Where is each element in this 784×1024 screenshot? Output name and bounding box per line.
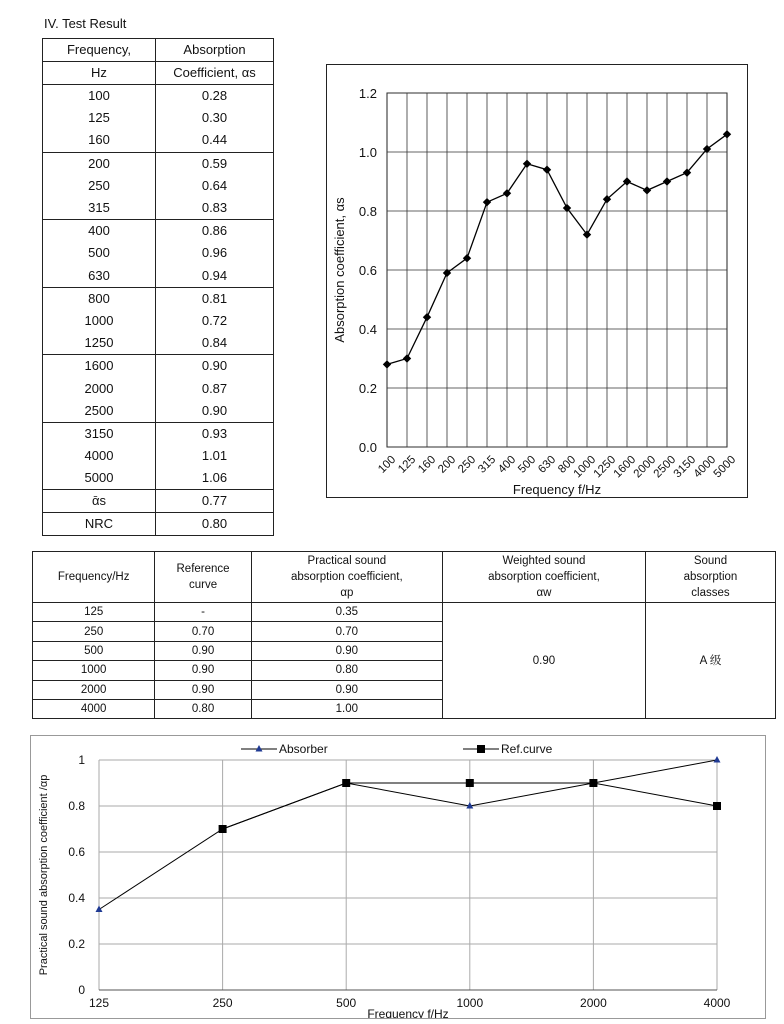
y-axis-label: Practical sound absorption coefficient /αp <box>38 774 50 976</box>
coefficient-cell: 0.72 <box>156 310 274 332</box>
legend-label: Ref.curve <box>501 742 553 756</box>
table1-header-frequency-unit: Hz <box>43 62 156 85</box>
ref-curve-data-point <box>342 779 350 787</box>
table2-header-5 <box>645 552 775 603</box>
reference-curve-cell: 0.80 <box>155 699 251 718</box>
table-row <box>43 152 274 175</box>
table-row <box>43 242 274 264</box>
practical-absorption-chart <box>30 735 766 1019</box>
reference-curve-cell: 0.90 <box>155 661 251 680</box>
coefficient-cell: 0.87 <box>156 377 274 399</box>
series-line-absorber <box>99 760 717 910</box>
coefficient-cell: 0.84 <box>156 332 274 355</box>
frequency-cell: 2000 <box>33 680 155 699</box>
frequency-cell: 125 <box>43 107 156 129</box>
frequency-cell: 160 <box>43 129 156 152</box>
header-line: absorption coefficient, <box>488 571 600 583</box>
table1-header-coefficient <box>156 39 274 62</box>
table-row <box>43 355 274 378</box>
practical-coefficient-cell: 1.00 <box>251 699 442 718</box>
ref-curve-data-point <box>589 779 597 787</box>
frequency-cell: 630 <box>43 265 156 288</box>
table2-header-2 <box>155 552 251 603</box>
coefficient-cell: 0.81 <box>156 287 274 310</box>
practical-coefficient-cell: 0.90 <box>251 680 442 699</box>
table-row <box>43 220 274 243</box>
x-tick-label: 1250 <box>591 453 619 481</box>
header-line: curve <box>188 579 218 591</box>
frequency-cell: 125 <box>33 603 155 622</box>
reference-curve-cell: 0.90 <box>155 680 251 699</box>
table-row <box>43 332 274 355</box>
frequency-cell: 4000 <box>33 699 155 718</box>
header-line: Sound <box>693 555 728 567</box>
frequency-cell: 315 <box>43 197 156 220</box>
frequency-cell: 2000 <box>43 377 156 399</box>
mean-alpha-row <box>43 490 274 513</box>
header-line: Frequency, <box>66 42 132 57</box>
table1-header-frequency <box>43 39 156 62</box>
legend-marker <box>477 745 485 753</box>
coefficient-cell: 0.44 <box>156 129 274 152</box>
y-tick-label: 1.0 <box>358 145 377 160</box>
table-row <box>43 85 274 108</box>
frequency-cell: 200 <box>43 152 156 175</box>
table2-header-row <box>33 552 776 603</box>
summary-label-cell: ᾱs <box>43 490 156 513</box>
x-tick-label: 125 <box>396 453 419 476</box>
coefficient-cell: 0.64 <box>156 175 274 197</box>
coefficient-cell: 0.28 <box>156 85 274 108</box>
y-tick-label: 1 <box>78 753 85 767</box>
frequency-cell: 3150 <box>43 422 156 445</box>
table2-header-1 <box>33 552 155 603</box>
absorption-chart <box>326 64 748 498</box>
coefficient-cell: 0.59 <box>156 152 274 175</box>
ref-curve-data-point <box>713 802 721 810</box>
absorption-table <box>42 38 274 536</box>
x-tick-label: 200 <box>436 453 459 476</box>
table-row <box>43 175 274 197</box>
table-row <box>43 287 274 310</box>
y-tick-label: 0.8 <box>68 799 85 813</box>
x-axis-label: Frequency f/Hz <box>512 482 602 497</box>
table-row <box>43 129 274 152</box>
ref-curve-data-point <box>219 825 227 833</box>
absorber-data-point <box>714 756 721 763</box>
table2-body <box>33 603 776 719</box>
y-tick-label: 0.0 <box>358 440 377 455</box>
coefficient-cell: 1.06 <box>156 467 274 490</box>
frequency-cell: 500 <box>33 641 155 660</box>
frequency-cell: 1000 <box>43 310 156 332</box>
table-row <box>43 400 274 423</box>
section-title: IV. Test Result <box>44 16 127 31</box>
practical-coefficient-cell: 0.70 <box>251 622 442 641</box>
absorption-chart-svg <box>327 65 747 497</box>
x-tick-label: 250 <box>456 453 479 476</box>
y-tick-label: 1.2 <box>358 86 377 101</box>
x-tick-label: 2000 <box>631 453 659 481</box>
practical-coefficient-cell: 0.90 <box>251 641 442 660</box>
x-tick-label: 315 <box>476 453 499 476</box>
y-tick-label: 0.6 <box>68 845 85 859</box>
frequency-cell: 4000 <box>43 445 156 467</box>
y-tick-label: 0.6 <box>358 263 377 278</box>
x-tick-label: 4000 <box>703 996 731 1010</box>
x-tick-label: 100 <box>376 453 399 476</box>
coefficient-cell: 0.90 <box>156 355 274 378</box>
table2-header-3 <box>251 552 442 603</box>
frequency-cell: 400 <box>43 220 156 243</box>
x-tick-label: 2000 <box>580 996 607 1010</box>
summary-value-cell: 0.80 <box>156 513 274 536</box>
x-tick-label: 500 <box>516 453 539 476</box>
frequency-cell: 800 <box>43 287 156 310</box>
y-tick-label: 0 <box>78 983 85 997</box>
header-line: αw <box>536 587 552 599</box>
header-line: classes <box>691 587 730 599</box>
frequency-cell: 100 <box>43 85 156 108</box>
y-tick-label: 0.8 <box>358 204 377 219</box>
x-tick-label: 500 <box>336 996 357 1010</box>
coefficient-cell: 1.01 <box>156 445 274 467</box>
table2-header-4 <box>442 552 645 603</box>
frequency-cell: 1600 <box>43 355 156 378</box>
ref-curve-data-point <box>466 779 474 787</box>
x-tick-label: 5000 <box>711 453 739 481</box>
header-line: Weighted sound <box>502 555 586 567</box>
x-tick-label: 1000 <box>571 453 599 481</box>
y-tick-label: 0.4 <box>68 891 85 905</box>
summary-value-cell: 0.77 <box>156 490 274 513</box>
coefficient-cell: 0.94 <box>156 265 274 288</box>
header-line: Practical sound <box>307 555 387 567</box>
table-row <box>43 422 274 445</box>
header-line: αp <box>340 587 354 599</box>
coefficient-cell: 0.96 <box>156 242 274 264</box>
weighted-coefficient-cell: 0.90 <box>442 603 645 719</box>
x-tick-label: 2500 <box>651 453 679 481</box>
y-axis-label: Absorption coefficient, αs <box>332 197 347 343</box>
x-tick-label: 125 <box>88 996 110 1010</box>
x-tick-label: 630 <box>536 453 559 476</box>
reference-curve-cell: 0.70 <box>155 622 251 641</box>
y-tick-label: 0.2 <box>358 381 377 396</box>
table-row <box>43 377 274 399</box>
header-line: absorption coefficient, <box>291 571 403 583</box>
y-tick-label: 0.4 <box>358 322 377 337</box>
coefficient-cell: 0.90 <box>156 400 274 423</box>
legend-label: Absorber <box>279 742 328 756</box>
x-tick-label: 400 <box>496 453 519 476</box>
table-row <box>43 310 274 332</box>
legend-marker <box>256 745 263 752</box>
summary-label-cell: NRC <box>43 513 156 536</box>
coefficient-cell: 0.86 <box>156 220 274 243</box>
x-tick-label: 1000 <box>456 996 484 1010</box>
frequency-cell: 5000 <box>43 467 156 490</box>
table-row <box>43 107 274 129</box>
y-tick-label: 0.2 <box>68 937 85 951</box>
frequency-cell: 250 <box>43 175 156 197</box>
coefficient-cell: 0.93 <box>156 422 274 445</box>
header-line: absorption <box>683 571 738 583</box>
nrc-row <box>43 513 274 536</box>
table-row <box>43 197 274 220</box>
x-axis-label: Frequency f/Hz <box>367 1007 449 1018</box>
practical-absorption-table <box>32 551 776 719</box>
reference-curve-cell: - <box>155 603 251 622</box>
table1-header-coefficient-symbol: Coefficient, αs <box>156 62 274 85</box>
table1-body <box>43 85 274 536</box>
x-tick-label: 3150 <box>671 453 699 481</box>
x-tick-label: 160 <box>416 453 439 476</box>
x-tick-label: 1600 <box>611 453 639 481</box>
coefficient-cell: 0.30 <box>156 107 274 129</box>
header-line: Absorption <box>183 42 246 57</box>
table-row <box>43 265 274 288</box>
table-row <box>43 445 274 467</box>
x-tick-label: 4000 <box>691 453 719 481</box>
frequency-cell: 2500 <box>43 400 156 423</box>
x-tick-label: 250 <box>212 996 233 1010</box>
header-line: Reference <box>176 563 230 575</box>
frequency-cell: 500 <box>43 242 156 264</box>
x-tick-label: 800 <box>556 453 579 476</box>
header-line: Frequency/Hz <box>57 571 130 583</box>
reference-curve-cell: 0.90 <box>155 641 251 660</box>
practical-coefficient-cell: 0.80 <box>251 661 442 680</box>
practical-coefficient-cell: 0.35 <box>251 603 442 622</box>
frequency-cell: 250 <box>33 622 155 641</box>
coefficient-cell: 0.83 <box>156 197 274 220</box>
frequency-cell: 1250 <box>43 332 156 355</box>
absorption-class-cell: A 级 <box>645 603 775 719</box>
table-row <box>43 467 274 490</box>
frequency-cell: 1000 <box>33 661 155 680</box>
practical-absorption-chart-svg <box>31 736 765 1018</box>
table-row <box>33 603 776 622</box>
absorber-data-point <box>96 906 103 913</box>
